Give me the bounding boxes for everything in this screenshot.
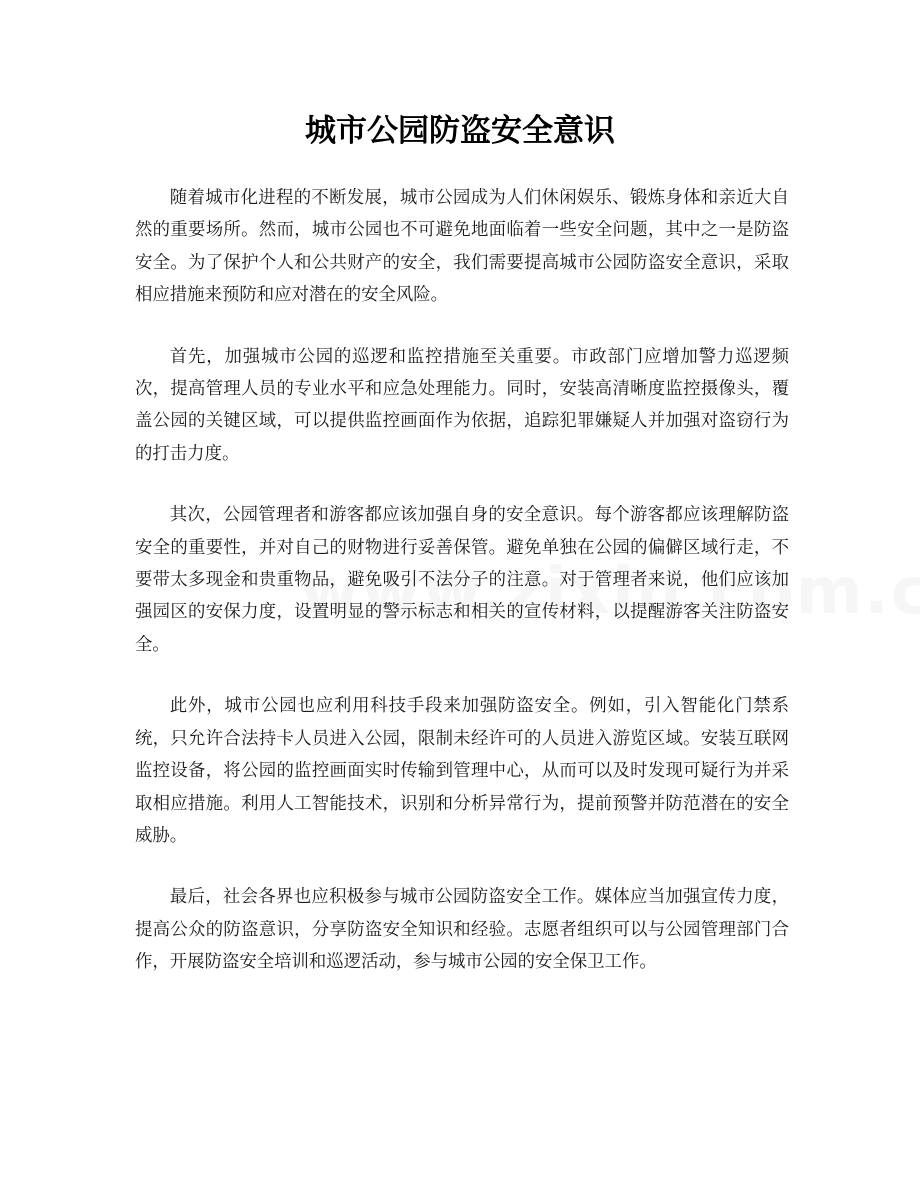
document-title: 城市公园防盗安全意识	[305, 113, 615, 149]
paragraph-2: 首先，加强城市公园的巡逻和监控措施至关重要。市政部门应增加警力巡逻频次，提高管理人员的专业水平和应急处理能力。同时，安装高清晰度监控摄像头，覆盖公园的关键区域，可以提供监控画面作为依据，追踪犯罪嫌疑人并加强对盗窃行为的打击力度。	[135, 346, 789, 464]
document-body	[135, 182, 789, 1008]
paragraph-1: 随着城市化进程的不断发展，城市公园成为人们休闲娱乐、锻炼身体和亲近大自然的重要场所。然而，城市公园也不可避免地面临着一些安全问题，其中之一是防盗安全。为了保护个人和公共财产的安全，我们需要提高城市公园防盗安全意识，采取相应措施来预防和应对潜在的安全风险。	[135, 188, 789, 306]
paragraph-3: 其次，公园管理者和游客都应该加强自身的安全意识。每个游客都应该理解防盗安全的重要性，并对自己的财物进行妥善保管。避免单独在公园的偏僻区域行走，不要带太多现金和贵重物品，避免吸引不法分子的注意。对于管理者来说，他们应该加强园区的安保力度，设置明显的警示标志和相关的宣传材料，以提醒游客关注防盗安全。	[135, 505, 789, 655]
paragraph-5: 最后，社会各界也应积极参与城市公园防盗安全工作。媒体应当加强宣传力度，提高公众的防盗意识，分享防盗安全知识和经验。志愿者组织可以与公园管理部门合作，开展防盗安全培训和巡逻活动，参与城市公园的安全保卫工作。	[135, 887, 789, 973]
paragraph-4: 此外，城市公园也应利用科技手段来加强防盗安全。例如，引入智能化门禁系统，只允许合法持卡人员进入公园，限制未经许可的人员进入游览区域。安装互联网监控设备，将公园的监控画面实时传输到管理中心，从而可以及时发现可疑行为并采取相应措施。利用人工智能技术，识别和分析异常行为，提前预警并防范潜在的安全威胁。	[135, 696, 789, 846]
